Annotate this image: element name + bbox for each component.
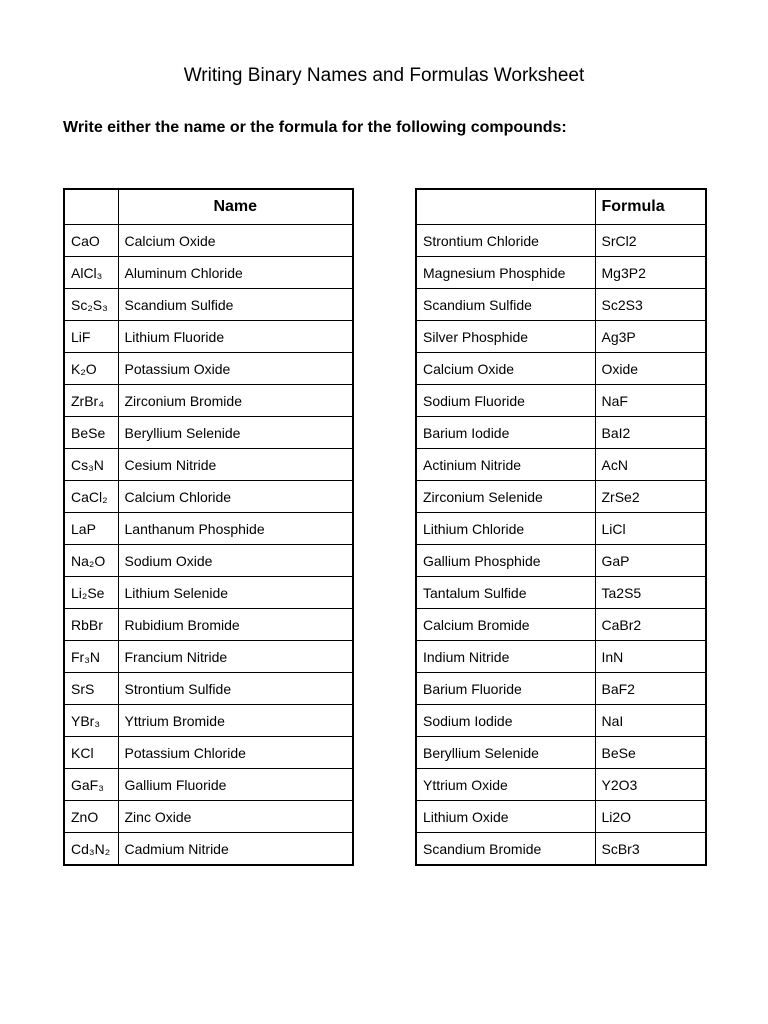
- formula-table-row-formula: Sc2S3: [595, 289, 706, 321]
- formula-table-row: [416, 353, 706, 385]
- formula-table-row: [416, 545, 706, 577]
- formula-table-row-name: Indium Nitride: [416, 641, 595, 673]
- formula-table-row: [416, 513, 706, 545]
- name-table-row: [64, 737, 353, 769]
- name-table-row-name: Francium Nitride: [118, 641, 353, 673]
- name-table-row-formula: CaCl₂: [64, 481, 118, 513]
- formula-table-row-name: Magnesium Phosphide: [416, 257, 595, 289]
- name-table-row-formula: Cs₃N: [64, 449, 118, 481]
- formula-table-header-row: [416, 189, 706, 225]
- name-table-body: [64, 225, 353, 866]
- name-table-row-name: Zinc Oxide: [118, 801, 353, 833]
- name-table-row-name: Strontium Sulfide: [118, 673, 353, 705]
- formula-table-row-name: Barium Fluoride: [416, 673, 595, 705]
- formula-table-row-formula: NaF: [595, 385, 706, 417]
- name-table-row-name: Calcium Oxide: [118, 225, 353, 257]
- formula-table-row-name: Barium Iodide: [416, 417, 595, 449]
- name-table-row-name: Cadmium Nitride: [118, 833, 353, 866]
- name-table: [63, 188, 354, 866]
- formula-table-row-formula: CaBr2: [595, 609, 706, 641]
- formula-table-row-name: Beryllium Selenide: [416, 737, 595, 769]
- name-table-row-formula: Na₂O: [64, 545, 118, 577]
- name-table-row-formula: AlCl₃: [64, 257, 118, 289]
- name-table-row-formula: Li₂Se: [64, 577, 118, 609]
- name-table-row: [64, 769, 353, 801]
- name-table-row-formula: ZrBr₄: [64, 385, 118, 417]
- formula-table-row: [416, 321, 706, 353]
- formula-table-row: [416, 769, 706, 801]
- page-title: Writing Binary Names and Formulas Worksheet: [183, 65, 585, 86]
- name-table-row-name: Lithium Selenide: [118, 577, 353, 609]
- formula-table-row: [416, 705, 706, 737]
- formula-table-row-formula: Y2O3: [595, 769, 706, 801]
- formula-table-row-name: Gallium Phosphide: [416, 545, 595, 577]
- formula-table-row: [416, 257, 706, 289]
- formula-table-row-formula: Mg3P2: [595, 257, 706, 289]
- formula-table-row-name: Sodium Iodide: [416, 705, 595, 737]
- name-table-row-formula: RbBr: [64, 609, 118, 641]
- name-table-row-formula: ZnO: [64, 801, 118, 833]
- formula-table-row-formula: Oxide: [595, 353, 706, 385]
- formula-table: [415, 188, 707, 866]
- name-table-row-formula: GaF₃: [64, 769, 118, 801]
- name-table-row-name: Beryllium Selenide: [118, 417, 353, 449]
- name-table-row-name: Lanthanum Phosphide: [118, 513, 353, 545]
- name-table-row-formula: BeSe: [64, 417, 118, 449]
- formula-table-row: [416, 289, 706, 321]
- formula-table-row-formula: GaP: [595, 545, 706, 577]
- formula-table-row: [416, 481, 706, 513]
- name-table-row-formula: KCl: [64, 737, 118, 769]
- formula-table-row-name: Tantalum Sulfide: [416, 577, 595, 609]
- name-table-row: [64, 705, 353, 737]
- formula-table-row-formula: BaI2: [595, 417, 706, 449]
- name-table-row: [64, 513, 353, 545]
- name-table-row: [64, 641, 353, 673]
- formula-table-body: [416, 225, 706, 866]
- formula-table-row: [416, 417, 706, 449]
- name-table-row-name: Potassium Oxide: [118, 353, 353, 385]
- formula-table-row-name: Calcium Bromide: [416, 609, 595, 641]
- name-table-row: [64, 801, 353, 833]
- name-table-row: [64, 225, 353, 257]
- name-table-row-formula: K₂O: [64, 353, 118, 385]
- formula-table-row: [416, 833, 706, 866]
- formula-table-row: [416, 801, 706, 833]
- formula-table-row: [416, 737, 706, 769]
- formula-table-row-name: Zirconium Selenide: [416, 481, 595, 513]
- name-table-row-name: Aluminum Chloride: [118, 257, 353, 289]
- formula-table-row-name: Scandium Sulfide: [416, 289, 595, 321]
- name-table-row: [64, 577, 353, 609]
- name-table-row: [64, 833, 353, 866]
- name-table-row-name: Sodium Oxide: [118, 545, 353, 577]
- formula-table-row: [416, 225, 706, 257]
- name-table-row-name: Scandium Sulfide: [118, 289, 353, 321]
- formula-table-row-formula: LiCl: [595, 513, 706, 545]
- formula-table-header-formula: Formula: [595, 189, 706, 225]
- name-table-row-formula: Fr₃N: [64, 641, 118, 673]
- name-table-row-name: Cesium Nitride: [118, 449, 353, 481]
- name-table-row-name: Zirconium Bromide: [118, 385, 353, 417]
- formula-table-row: [416, 641, 706, 673]
- name-table-header-name: Name: [118, 189, 353, 225]
- name-table-row-formula: LiF: [64, 321, 118, 353]
- formula-table-row-formula: Ag3P: [595, 321, 706, 353]
- name-table-row-formula: Cd₃N₂: [64, 833, 118, 866]
- name-table-row-name: Gallium Fluoride: [118, 769, 353, 801]
- formula-table-row-formula: ZrSe2: [595, 481, 706, 513]
- name-table-row: [64, 417, 353, 449]
- formula-table-row-formula: AcN: [595, 449, 706, 481]
- name-table-header-row: [64, 189, 353, 225]
- formula-table-row-name: Strontium Chloride: [416, 225, 595, 257]
- formula-table-row: [416, 609, 706, 641]
- name-table-row: [64, 289, 353, 321]
- formula-table-row-formula: InN: [595, 641, 706, 673]
- formula-table-row-name: Lithium Oxide: [416, 801, 595, 833]
- name-table-row: [64, 257, 353, 289]
- name-table-row: [64, 609, 353, 641]
- formula-table-row-name: Silver Phosphide: [416, 321, 595, 353]
- name-table-row: [64, 545, 353, 577]
- name-table-row: [64, 481, 353, 513]
- name-table-row: [64, 321, 353, 353]
- formula-table-row-formula: NaI: [595, 705, 706, 737]
- formula-table-row-name: Calcium Oxide: [416, 353, 595, 385]
- formula-table-row-formula: Ta2S5: [595, 577, 706, 609]
- instructions-text: Write either the name or the formula for the following compounds:: [63, 119, 567, 136]
- formula-table-row-formula: SrCl2: [595, 225, 706, 257]
- name-table-row-formula: YBr₃: [64, 705, 118, 737]
- formula-table-row-name: Actinium Nitride: [416, 449, 595, 481]
- name-table-row: [64, 385, 353, 417]
- formula-table-row: [416, 673, 706, 705]
- name-table-row-formula: Sc₂S₃: [64, 289, 118, 321]
- formula-table-row-name: Lithium Chloride: [416, 513, 595, 545]
- formula-table-row-formula: ScBr3: [595, 833, 706, 866]
- name-table-row-name: Calcium Chloride: [118, 481, 353, 513]
- name-table-row-name: Lithium Fluoride: [118, 321, 353, 353]
- formula-table-row: [416, 449, 706, 481]
- name-table-row-name: Potassium Chloride: [118, 737, 353, 769]
- formula-table-row-name: Scandium Bromide: [416, 833, 595, 866]
- formula-table-row-name: Yttrium Oxide: [416, 769, 595, 801]
- name-table-row: [64, 449, 353, 481]
- formula-table-row-formula: BaF2: [595, 673, 706, 705]
- formula-table-header-blank: [416, 189, 595, 225]
- name-table-header-blank: [64, 189, 118, 225]
- name-table-row: [64, 353, 353, 385]
- name-table-row-name: Rubidium Bromide: [118, 609, 353, 641]
- formula-table-row-formula: Li2O: [595, 801, 706, 833]
- formula-table-row: [416, 385, 706, 417]
- name-table-row-formula: SrS: [64, 673, 118, 705]
- formula-table-row-formula: BeSe: [595, 737, 706, 769]
- formula-table-row: [416, 577, 706, 609]
- formula-table-row-name: Sodium Fluoride: [416, 385, 595, 417]
- name-table-row-formula: CaO: [64, 225, 118, 257]
- name-table-row: [64, 673, 353, 705]
- name-table-row-formula: LaP: [64, 513, 118, 545]
- name-table-row-name: Yttrium Bromide: [118, 705, 353, 737]
